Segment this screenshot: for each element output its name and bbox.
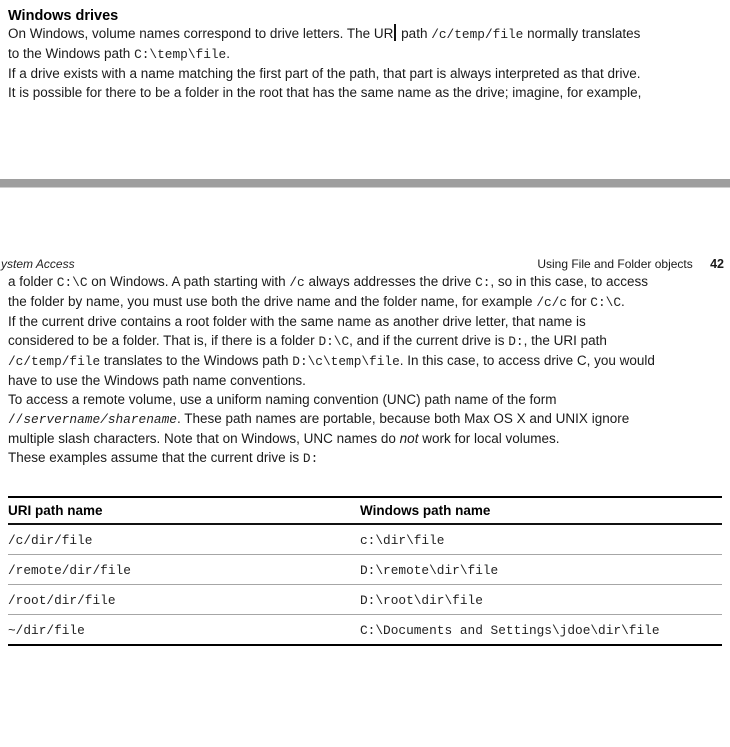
body-text: If a drive exists with a name matching the first part of the path, that part is always interpreted as that drive. (8, 66, 641, 81)
running-header-chapter-title: Using File and Folder objects (537, 257, 693, 271)
paragraph-current-drive (8, 312, 730, 390)
inline-code-text: C:\C (590, 295, 622, 310)
table-row (8, 555, 722, 585)
body-text: have to use the Windows path name conventions. (8, 373, 306, 388)
windows-path-cell: c:\dir\file (360, 524, 722, 555)
body-text: It is possible for there to be a folder in the root that has the same name as the drive; imagine, for example, (8, 85, 642, 100)
paragraph-folder-c (8, 272, 730, 312)
table-header-row (8, 497, 722, 524)
path-examples-table (8, 496, 722, 646)
running-header (1, 257, 724, 272)
inline-code-text: /c/temp/file (8, 354, 101, 369)
inline-code-text: D:\c\temp\file (292, 354, 400, 369)
running-header-chapter (537, 257, 724, 271)
body-text: a folder (8, 274, 57, 289)
uri-path-cell: /c/dir/file (8, 524, 360, 555)
inline-code-text: D: (508, 334, 524, 349)
inline-code-text: // (8, 412, 24, 427)
windows-path-cell: D:\remote\dir\file (360, 555, 722, 585)
uri-path-cell: /remote/dir/file (8, 555, 360, 585)
uri-path-cell: /root/dir/file (8, 585, 360, 615)
body-text: always addresses the drive (304, 274, 476, 289)
column-header-windows-path: Windows path name (360, 497, 722, 524)
body-text: for (567, 294, 591, 309)
page-top-content (0, 0, 730, 102)
windows-path-cell: C:\Documents and Settings\jdoe\dir\file (360, 623, 660, 638)
inline-code-text: D: (302, 451, 319, 466)
paragraph-drive-name-match (8, 64, 730, 102)
inline-code-text: D:\C (318, 334, 350, 349)
inline-code-text: C:\temp\file (134, 47, 227, 62)
inline-code-text: /c/temp/file (431, 27, 524, 42)
body-text: On Windows, volume names correspond to drive letters. The UR (8, 26, 394, 41)
body-text: the folder by name, you must use both the drive name and the folder name, for example (8, 294, 537, 309)
body-text: on Windows. A path starting with (87, 274, 290, 289)
body-text: considered to be a folder. That is, if there is a folder (8, 333, 319, 348)
page-break-divider (0, 179, 730, 188)
body-text: . (226, 46, 230, 61)
body-text: translates to the Windows path (100, 353, 293, 368)
body-text: , so in this case, to access (490, 274, 648, 289)
inline-code-text: C:\C (56, 275, 88, 290)
inline-codei-text: servername/sharename (23, 412, 177, 427)
body-text: work for local volumes. (418, 431, 560, 446)
paragraph-examples-intro (8, 448, 730, 468)
uri-path-cell: ~/dir/file (8, 623, 85, 638)
inline-code-text: /c/c (536, 295, 568, 310)
body-text: These examples assume that the current drive is (8, 450, 303, 465)
body-text: . (621, 294, 625, 309)
table-row (8, 585, 722, 615)
page-bottom-content (0, 257, 730, 646)
section-heading: Windows drives (8, 8, 119, 24)
column-header-uri-path: URI path name (8, 497, 360, 524)
running-header-section-title: ystem Access (1, 257, 75, 271)
table-row (8, 524, 722, 555)
body-text: To access a remote volume, use a uniform naming convention (UNC) path name of the form (8, 392, 557, 407)
inline-i-text: not (399, 431, 419, 446)
body-text: . These path names are portable, because both Max OS X and UNIX ignore (176, 411, 630, 426)
body-text: normally translates (523, 26, 641, 41)
windows-path-cell: D:\root\dir\file (360, 585, 722, 615)
body-text: multiple slash characters. Note that on Windows, UNC names do (8, 431, 400, 446)
inline-code-text: /c (289, 275, 305, 290)
body-text: , and if the current drive is (349, 333, 509, 348)
body-text: to the Windows path (8, 46, 135, 61)
page-number: 42 (710, 257, 724, 271)
table-row (8, 615, 722, 646)
body-text: path (397, 26, 432, 41)
paragraph-unc-paths (8, 390, 730, 448)
paragraph-uri-translation (8, 24, 730, 64)
body-text: , the URI path (523, 333, 607, 348)
body-text: . In this case, to access drive C, you would (399, 353, 655, 368)
inline-code-text: C: (475, 275, 491, 290)
body-text: If the current drive contains a root folder with the same name as another drive letter, that name is (8, 314, 586, 329)
